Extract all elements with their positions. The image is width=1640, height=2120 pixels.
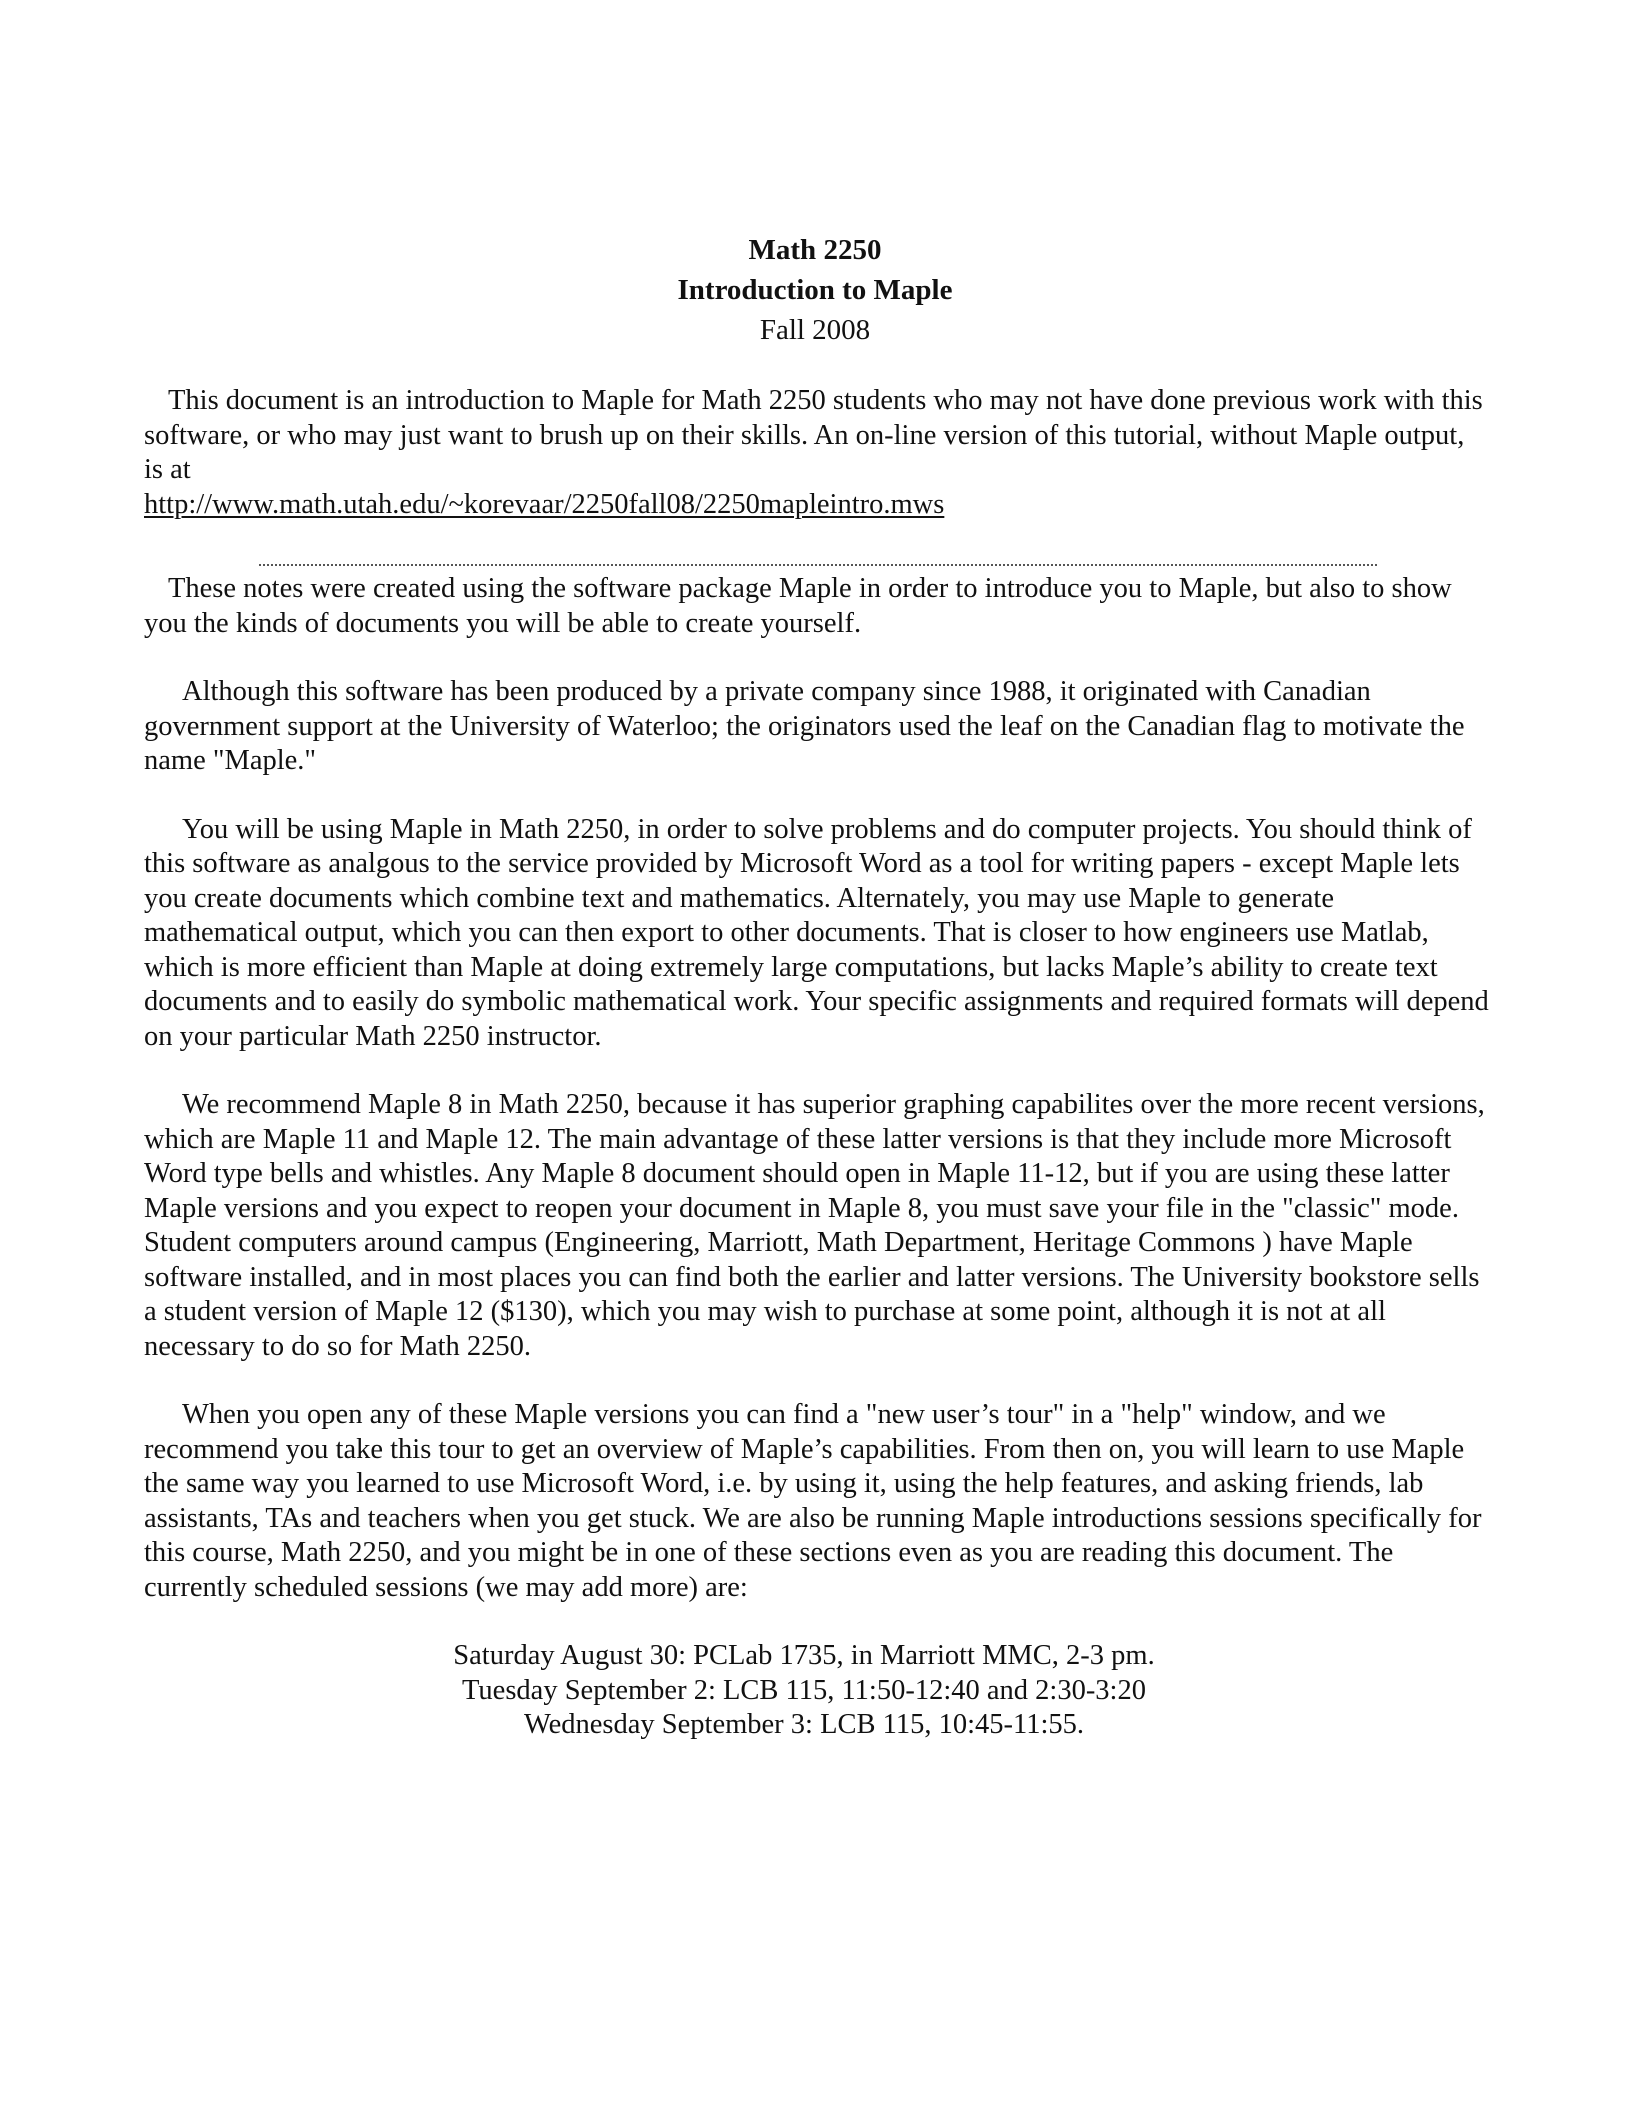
title-block <box>140 230 1490 350</box>
dotted-separator <box>259 564 1377 566</box>
paragraph-history: Although this software has been produced by a private company since 1988, it originated with Canadian government support at the University of Waterloo; the originators used the leaf on the Canadian flag to motivate the name "Maple." <box>144 676 1465 776</box>
paragraph-notes: These notes were created using the software package Maple in order to introduce you to Maple, but also to show you the kinds of documents you will be able to create yourself. <box>144 573 1452 639</box>
maple-tutorial-link[interactable]: http://www.math.utah.edu/~korevaar/2250fall08/2250mapleintro.mws <box>144 488 945 520</box>
paragraph-usage: You will be using Maple in Math 2250, in order to solve problems and do computer projects. You should think of this software as analgous to the service provided by Microsoft Word as a tool for writing papers - except Maple lets you create documents which combine text and mathematics. Alternately, you may use Maple to generate mathematical output, which you can then export to other documents. That is closer to how engineers use Matlab, which is more efficient than Maple at doing extremely large computations, but lacks Maple’s ability to create text documents and to easily do symbolic mathematical work. Your specific assignments and required formats will depend on your particular Math 2250 instructor. <box>144 813 1489 1052</box>
session-schedule <box>118 1639 1490 1743</box>
course-heading: Math 2250 <box>748 234 882 266</box>
schedule-line: Tuesday September 2: LCB 115, 11:50-12:40 and 2:30-3:20 <box>462 1674 1146 1706</box>
schedule-line: Saturday August 30: PCLab 1735, in Marriott MMC, 2-3 pm. <box>453 1640 1155 1671</box>
intro-text: This document is an introduction to Maple for Math 2250 students who may not have done previous work with this software, or who may just want to brush up on their skills. An on-line version of this tutorial, without Maple output, is at <box>144 385 1483 485</box>
document-page <box>144 230 1490 1743</box>
term-label: Fall 2008 <box>759 314 871 346</box>
schedule-line: Wednesday September 3: LCB 115, 10:45-11:55. <box>524 1709 1084 1740</box>
intro-paragraph <box>144 384 1490 522</box>
document-title: Introduction to Maple <box>677 274 953 306</box>
paragraph-versions: We recommend Maple 8 in Math 2250, because it has superior graphing capabilites over the more recent versions, which are Maple 11 and Maple 12. The main advantage of these latter versions is that they include more Microsoft Word type bells and whistles. Any Maple 8 document should open in Maple 11-12, but if you are using these latter Maple versions and you expect to reopen your document in Maple 8, you must save your file in the "classic" mode. Student computers around campus (Engineering, Marriott, Math Department, Heritage Commons ) have Maple software installed, and in most places you can find both the earlier and latter versions. The University bookstore sells a student version of Maple 12 ($130), which you may wish to purchase at some point, although it is not at all necessary to do so for Math 2250. <box>144 1089 1485 1362</box>
paragraph-sessions: When you open any of these Maple versions you can find a "new user’s tour" in a "help" window, and we recommend you take this tour to get an overview of Maple’s capabilities. From then on, you will learn to use Maple the same way you learned to use Microsoft Word, i.e. by using it, using the help features, and asking friends, lab assistants, TAs and teachers when you get stuck. We are also be running Maple introductions sessions specifically for this course, Math 2250, and you might be in one of these sections even as you are reading this document. The currently scheduled sessions (we may add more) are: <box>144 1399 1482 1603</box>
